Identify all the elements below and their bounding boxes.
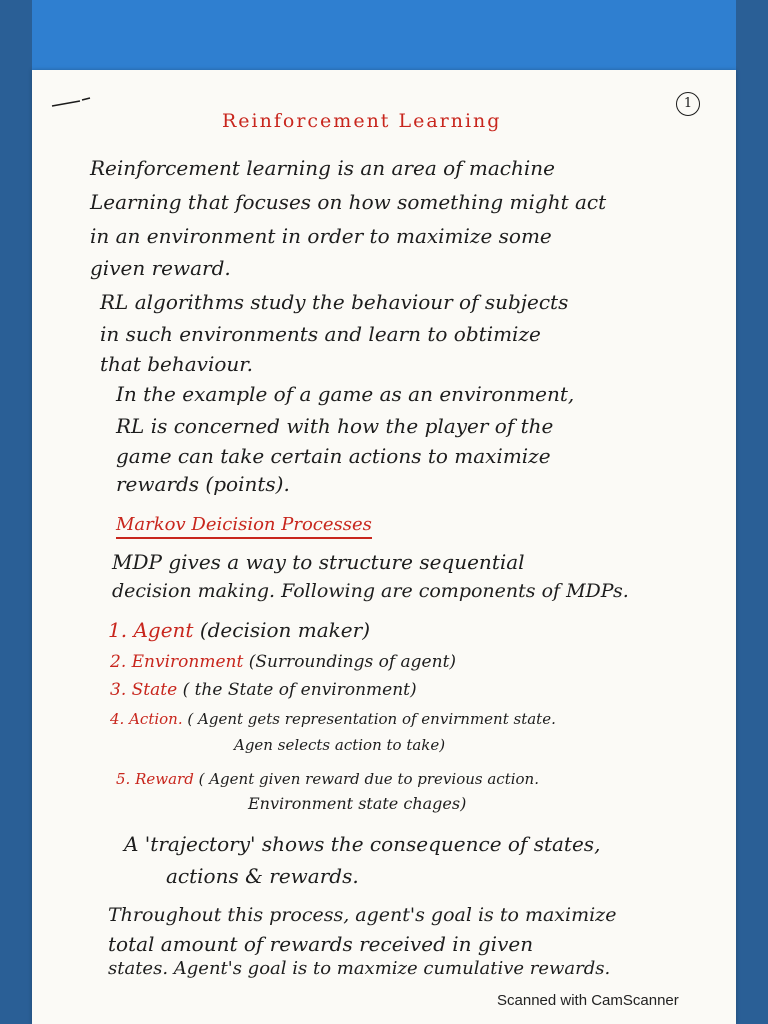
- component-detail: ( the State of environment): [182, 680, 417, 700]
- component-detail: ( Agent gets representation of envirnment state.: [187, 710, 556, 728]
- component-item: [110, 652, 456, 672]
- paragraph1-line: Reinforcement learning is an area of machine: [90, 156, 555, 180]
- paragraph1-line: Learning that focuses on how something might act: [90, 190, 607, 214]
- trajectory-line: A 'trajectory' shows the consequence of states,: [124, 832, 601, 856]
- pen-mark-icon: [50, 96, 94, 110]
- blue-background-left: [0, 0, 32, 1024]
- component-item: [108, 618, 370, 642]
- component-item: [110, 710, 556, 728]
- component-name: Environment: [131, 652, 244, 672]
- closing-line: Throughout this process, agent's goal is to maximize: [108, 904, 617, 926]
- component-number: 3.: [110, 680, 127, 700]
- component-name: Agent: [133, 618, 194, 642]
- paragraph1-line: given reward.: [90, 256, 231, 280]
- component-number: 1.: [108, 618, 128, 642]
- page-number: 1: [676, 92, 700, 116]
- component-detail: ( Agent given reward due to previous action.: [198, 770, 539, 788]
- component-item: [116, 770, 539, 788]
- closing-line: states. Agent's goal is to maxmize cumulative rewards.: [108, 958, 611, 979]
- component-name: Action.: [129, 710, 183, 728]
- paragraph3-line: In the example of a game as an environment,: [116, 382, 575, 406]
- component-number: 5.: [116, 770, 131, 788]
- paragraph3-line: rewards (points).: [116, 472, 290, 496]
- component-name: Reward: [135, 770, 194, 788]
- mdp-intro-line: decision making. Following are components of MDPs.: [112, 580, 629, 602]
- scanner-watermark: Scanned with CamScanner: [497, 992, 679, 1009]
- component-detail-continuation: Environment state chages): [248, 794, 467, 813]
- component-number: 4.: [110, 710, 125, 728]
- trajectory-line: actions & rewards.: [166, 864, 359, 888]
- blue-background-top: [0, 0, 768, 78]
- mdp-intro-line: MDP gives a way to structure sequential: [112, 550, 525, 574]
- page-title: Reinforcement Learning: [222, 110, 502, 132]
- component-detail-continuation: Agen selects action to take): [234, 736, 446, 754]
- paragraph3-line: RL is concerned with how the player of the: [116, 414, 554, 438]
- component-detail: (decision maker): [199, 618, 370, 642]
- paragraph3-line: game can take certain actions to maximize: [116, 444, 551, 468]
- closing-line: total amount of rewards received in given: [108, 932, 534, 956]
- component-detail: (Surroundings of agent): [248, 652, 457, 672]
- component-number: 2.: [110, 652, 127, 672]
- paragraph2-line: RL algorithms study the behaviour of subjects: [100, 290, 569, 314]
- component-item: [110, 680, 417, 700]
- blue-background-right: [736, 0, 768, 1024]
- paragraph1-line: in an environment in order to maximize some: [90, 224, 552, 248]
- paragraph2-line: in such environments and learn to obtimize: [100, 322, 541, 346]
- section-heading: Markov Deicision Processes: [116, 514, 372, 539]
- paragraph2-line: that behaviour.: [100, 352, 254, 376]
- component-name: State: [131, 680, 178, 700]
